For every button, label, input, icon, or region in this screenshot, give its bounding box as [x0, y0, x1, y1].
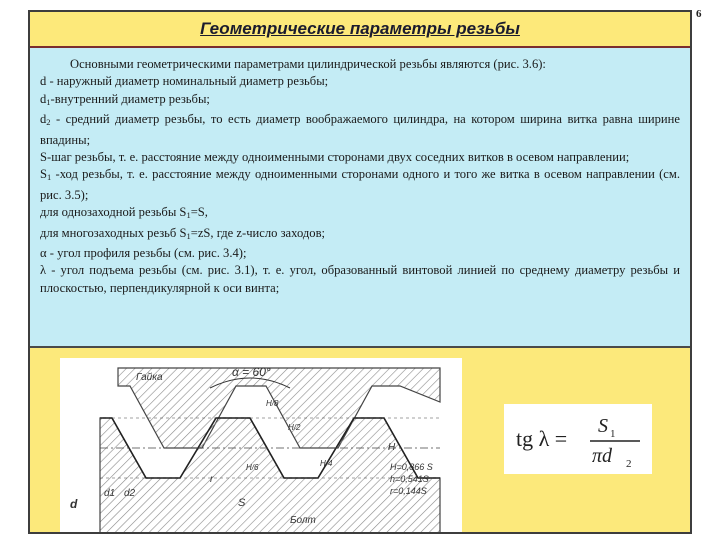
definition-d1: $d_1$-внутренний диаметр резьбы;	[40, 91, 210, 107]
formula-numerator: S	[598, 415, 608, 437]
formula-numerator-sub: 1	[610, 428, 616, 440]
thread-profile-drawing	[60, 358, 462, 534]
formula-lhs: tg λ =	[516, 426, 568, 451]
h4-label: H/4	[320, 459, 333, 468]
alpha-label: α = 60°	[232, 365, 271, 379]
intro-paragraph: Основными геометрическими параметрами цилиндрической резьбы являются (рис. 3.6):	[70, 57, 546, 71]
param-r: r=0,144S	[390, 486, 427, 496]
formula-svg	[504, 404, 652, 474]
param-h: h=0,541S	[390, 474, 429, 484]
d2-label: d2	[124, 488, 136, 499]
s-label: S	[238, 497, 246, 509]
definition-alpha: α - угол профиля резьбы (см. рис. 3.4);	[40, 246, 247, 261]
r-label: r	[210, 474, 214, 485]
multi-start-note: для многозаходных резьб $S_1=zS$, где z-число заходов;	[40, 225, 326, 241]
bolt-label: Болт	[290, 515, 316, 526]
h8-label: H/8	[266, 399, 279, 408]
thread-profile-svg	[60, 358, 462, 534]
nut-label: Гайка	[136, 372, 163, 383]
param-H: H=0,866 S	[390, 462, 433, 472]
h6-label: H/6	[246, 463, 259, 472]
definition-lambda: λ - угол подъема резьбы (см. рис. 3.1), т. е. угол, образованный винтовой линией по среднему диаметру резьбы и плоскостью, перпендикулярной к оси винта;	[40, 263, 680, 295]
bolt-section	[100, 418, 440, 534]
h-label: H	[388, 442, 396, 453]
definition-d2: $d_2$ - средний диаметр резьбы, то есть диаметр воображаемого цилиндра, на котором ширина витка равна ширине впадины;	[40, 112, 680, 147]
figure-panel	[30, 348, 690, 532]
definitions-panel	[30, 48, 690, 348]
formula-denominator: πd	[592, 445, 613, 467]
d-label: d	[70, 497, 78, 511]
definition-s1: $S_1$ -ход резьбы, т. е. расстояние между одноименными сторонами одного и того же витка в осевом направлении (см. рис. 3.5);	[40, 167, 680, 202]
formula-denominator-sub: 2	[626, 458, 632, 470]
slide-title: Геометрические параметры резьбы	[200, 19, 520, 38]
single-start-note: для однозаходной резьбы $S_1=S$,	[40, 205, 208, 221]
d1-label: d1	[104, 488, 116, 499]
slide-number: 6	[696, 8, 702, 20]
title-bar	[30, 12, 690, 48]
definition-d: d - наружный диаметр номинальный диаметр резьбы;	[40, 74, 329, 89]
h2-label: H/2	[288, 423, 301, 432]
definition-s: S-шаг резьбы, т. е. расстояние между одноименными сторонами двух соседних витков в осевом направлении;	[40, 150, 630, 165]
slide-frame	[28, 10, 692, 534]
lambda-formula	[504, 404, 652, 474]
